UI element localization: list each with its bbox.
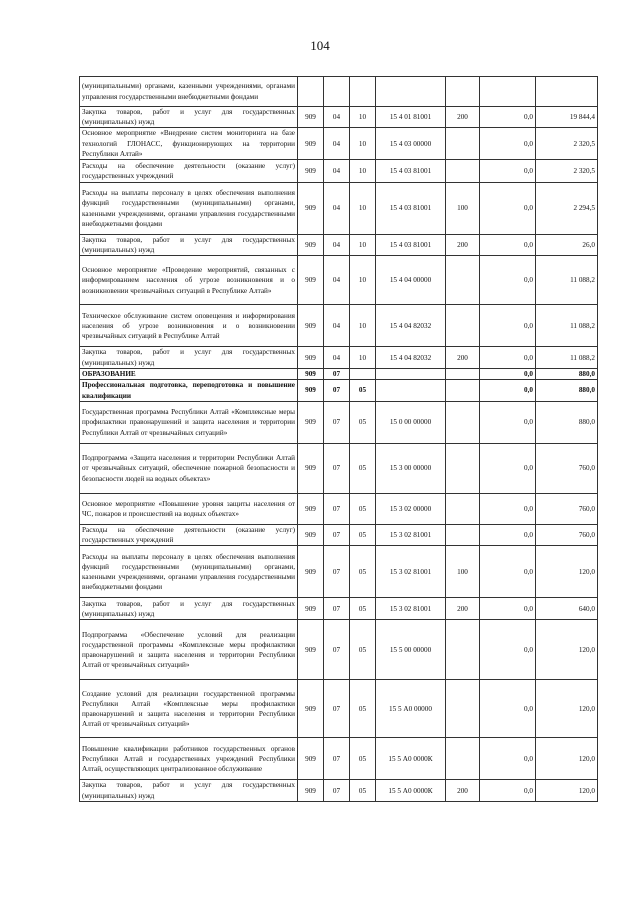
subsection-code-cell: 05 [350,680,376,738]
target-item-cell: 15 3 02 81001 [376,546,446,598]
table-row [80,183,598,235]
subsection-code-cell: 10 [350,235,376,256]
amount-2-cell: 880,0 [536,368,598,379]
amount-2-cell: 11 088,2 [536,256,598,305]
expense-name-cell: (муниципальными) органами, казенными учреждениями, органами управления государственными внебюджетными фондами [80,77,298,107]
expense-type-cell: 100 [446,546,480,598]
amount-1-cell: 0,0 [480,183,536,235]
section-code-cell: 04 [324,183,350,235]
amount-1-cell: 0,0 [480,546,536,598]
table-row [80,402,598,444]
section-code-cell: 07 [324,780,350,801]
section-code-cell [324,77,350,107]
amount-1-cell: 0,0 [480,305,536,347]
amount-1-cell: 0,0 [480,680,536,738]
table-row [80,598,598,620]
section-code-cell: 07 [324,738,350,780]
admin-code-cell: 909 [298,235,324,256]
expense-type-cell [446,305,480,347]
admin-code-cell: 909 [298,525,324,546]
target-item-cell: 15 3 02 81001 [376,598,446,620]
admin-code-cell: 909 [298,128,324,160]
table-row [80,77,598,107]
amount-2-cell: 120,0 [536,546,598,598]
table-row [80,494,598,525]
expense-type-cell: 200 [446,780,480,801]
section-code-cell: 04 [324,305,350,347]
admin-code-cell: 909 [298,494,324,525]
amount-1-cell: 0,0 [480,107,536,128]
section-code-cell: 07 [324,402,350,444]
amount-2-cell: 880,0 [536,402,598,444]
target-item-cell: 15 5 А0 0000К [376,780,446,801]
expense-type-cell [446,77,480,107]
admin-code-cell: 909 [298,160,324,183]
amount-1-cell: 0,0 [480,380,536,402]
section-code-cell: 07 [324,368,350,379]
expense-type-cell: 200 [446,107,480,128]
amount-2-cell: 26,0 [536,235,598,256]
amount-1-cell: 0,0 [480,347,536,368]
expense-type-cell [446,680,480,738]
amount-1-cell: 0,0 [480,494,536,525]
section-code-cell: 07 [324,525,350,546]
admin-code-cell [298,77,324,107]
admin-code-cell: 909 [298,546,324,598]
admin-code-cell: 909 [298,256,324,305]
admin-code-cell: 909 [298,183,324,235]
table-row [80,347,598,368]
section-code-cell: 04 [324,347,350,368]
expense-name-cell: Закупка товаров, работ и услуг для государственных (муниципальных) нужд [80,598,298,620]
section-code-cell: 07 [324,494,350,525]
amount-1-cell: 0,0 [480,235,536,256]
expense-name-cell: Повышение квалификации работников государственных органов Республики Алтай и государственных учреждений Республики Алтай, осуществляющих централизованное обслуживание [80,738,298,780]
admin-code-cell: 909 [298,598,324,620]
expense-name-cell: Основное мероприятие «Проведение мероприятий, связанных с информированием населения об угрозе возникновения и о возникновении чрезвычайных ситуаций в Республике Алтай» [80,256,298,305]
section-code-cell: 07 [324,620,350,680]
admin-code-cell: 909 [298,402,324,444]
amount-2-cell: 11 088,2 [536,347,598,368]
table-row [80,620,598,680]
table-row [80,235,598,256]
admin-code-cell: 909 [298,680,324,738]
subsection-code-cell: 05 [350,780,376,801]
expense-type-cell: 100 [446,183,480,235]
subsection-code-cell: 05 [350,525,376,546]
admin-code-cell: 909 [298,368,324,379]
target-item-cell: 15 5 А0 0000К [376,738,446,780]
amount-1-cell: 0,0 [480,598,536,620]
target-item-cell: 15 4 03 81001 [376,183,446,235]
subsection-code-cell [350,77,376,107]
expense-type-cell [446,525,480,546]
amount-2-cell: 880,0 [536,380,598,402]
subsection-code-cell: 05 [350,738,376,780]
expense-type-cell [446,494,480,525]
amount-2-cell: 19 844,4 [536,107,598,128]
amount-1-cell: 0,0 [480,620,536,680]
target-item-cell: 15 5 00 00000 [376,620,446,680]
target-item-cell: 15 5 А0 00000 [376,680,446,738]
section-code-cell: 07 [324,380,350,402]
expense-name-cell: Расходы на выплаты персоналу в целях обеспечения выполнения функций государственными (муниципальными) органами, казенными учреждениями, органами управления государственными внебюджетными фондами [80,183,298,235]
table-row [80,128,598,160]
section-code-cell: 07 [324,444,350,494]
amount-1-cell: 0,0 [480,444,536,494]
target-item-cell: 15 4 04 82032 [376,347,446,368]
admin-code-cell: 909 [298,380,324,402]
subsection-code-cell: 10 [350,160,376,183]
amount-2-cell: 2 294,5 [536,183,598,235]
table-row [80,780,598,801]
expense-type-cell [446,738,480,780]
amount-2-cell [536,77,598,107]
table-row [80,368,598,379]
subsection-code-cell: 05 [350,494,376,525]
table-row [80,305,598,347]
subsection-code-cell: 05 [350,598,376,620]
amount-1-cell: 0,0 [480,780,536,801]
target-item-cell: 15 4 03 81001 [376,235,446,256]
expense-type-cell [446,444,480,494]
section-code-cell: 07 [324,546,350,598]
target-item-cell: 15 3 02 00000 [376,494,446,525]
budget-table [79,76,598,802]
amount-2-cell: 120,0 [536,780,598,801]
subsection-code-cell: 10 [350,256,376,305]
amount-1-cell: 0,0 [480,368,536,379]
expense-type-cell: 200 [446,235,480,256]
section-code-cell: 04 [324,128,350,160]
target-item-cell: 15 4 03 00000 [376,128,446,160]
expense-name-cell: Основное мероприятие «Внедрение систем мониторинга на базе технологий ГЛОНАСС, функционирующих на территории Республики Алтай» [80,128,298,160]
expense-name-cell: ОБРАЗОВАНИЕ [80,368,298,379]
amount-2-cell: 760,0 [536,444,598,494]
subsection-code-cell: 05 [350,444,376,494]
subsection-code-cell: 10 [350,128,376,160]
target-item-cell: 15 4 04 82032 [376,305,446,347]
page-number: 104 [310,38,330,53]
expense-type-cell [446,620,480,680]
admin-code-cell: 909 [298,347,324,368]
expense-name-cell: Расходы на выплаты персоналу в целях обеспечения выполнения функций государственными (муниципальными) органами, казенными учреждениями, органами управления государственными внебюджетными фондами [80,546,298,598]
table-row [80,680,598,738]
amount-2-cell: 760,0 [536,494,598,525]
table-row [80,525,598,546]
section-code-cell: 04 [324,256,350,305]
subsection-code-cell: 10 [350,347,376,368]
expense-name-cell: Подпрограмма «Защита населения и территории Республики Алтай от чрезвычайных ситуаций, обеспечение пожарной безопасности и безопасности людей на водных объектах» [80,444,298,494]
expense-name-cell: Основное мероприятие «Повышение уровня защиты населения от ЧС, пожаров и происшествий на водных объектах» [80,494,298,525]
budget-table-body [80,77,598,802]
amount-2-cell: 120,0 [536,620,598,680]
expense-type-cell: 200 [446,347,480,368]
target-item-cell [376,368,446,379]
admin-code-cell: 909 [298,780,324,801]
target-item-cell: 15 4 03 81001 [376,160,446,183]
admin-code-cell: 909 [298,738,324,780]
expense-name-cell: Закупка товаров, работ и услуг для государственных (муниципальных) нужд [80,347,298,368]
subsection-code-cell: 05 [350,402,376,444]
target-item-cell [376,77,446,107]
section-code-cell: 07 [324,598,350,620]
subsection-code-cell: 05 [350,380,376,402]
table-row [80,160,598,183]
table-row [80,546,598,598]
table-row [80,444,598,494]
subsection-code-cell: 05 [350,546,376,598]
target-item-cell: 15 3 00 00000 [376,444,446,494]
target-item-cell: 15 4 04 00000 [376,256,446,305]
expense-name-cell: Подпрограмма «Обеспечение условий для реализации государственной программы «Комплексные меры профилактики правонарушений и защита населения и территории Республики Алтай от чрезвычайных ситуаций» [80,620,298,680]
target-item-cell [376,380,446,402]
target-item-cell: 15 4 01 81001 [376,107,446,128]
expense-type-cell [446,368,480,379]
amount-2-cell: 120,0 [536,680,598,738]
admin-code-cell: 909 [298,305,324,347]
table-row [80,738,598,780]
table-row [80,380,598,402]
amount-1-cell: 0,0 [480,738,536,780]
expense-type-cell [446,380,480,402]
expense-name-cell: Расходы на обеспечение деятельности (оказание услуг) государственных учреждений [80,525,298,546]
subsection-code-cell: 05 [350,620,376,680]
expense-type-cell [446,256,480,305]
amount-1-cell: 0,0 [480,256,536,305]
amount-2-cell: 11 088,2 [536,305,598,347]
amount-2-cell: 760,0 [536,525,598,546]
amount-2-cell: 120,0 [536,738,598,780]
amount-2-cell: 2 320,5 [536,128,598,160]
subsection-code-cell: 10 [350,305,376,347]
expense-name-cell: Профессиональная подготовка, переподготовка и повышение квалификации [80,380,298,402]
amount-1-cell: 0,0 [480,402,536,444]
expense-name-cell: Закупка товаров, работ и услуг для государственных (муниципальных) нужд [80,780,298,801]
section-code-cell: 04 [324,160,350,183]
expense-name-cell: Расходы на обеспечение деятельности (оказание услуг) государственных учреждений [80,160,298,183]
expense-name-cell: Создание условий для реализации государственной программы Республики Алтай «Комплексные меры профилактики правонарушений и защита населения и территории Республики Алтай от чрезвычайных ситуаций» [80,680,298,738]
expense-name-cell: Техническое обслуживание систем оповещения и информирования населения об угрозе возникновения и о возникновении чрезвычайных ситуаций в Республике Алтай [80,305,298,347]
section-code-cell: 04 [324,107,350,128]
expense-type-cell [446,402,480,444]
amount-1-cell: 0,0 [480,128,536,160]
expense-type-cell: 200 [446,598,480,620]
table-row [80,107,598,128]
section-code-cell: 04 [324,235,350,256]
amount-1-cell: 0,0 [480,160,536,183]
section-code-cell: 07 [324,680,350,738]
subsection-code-cell: 10 [350,183,376,235]
amount-1-cell [480,77,536,107]
target-item-cell: 15 0 00 00000 [376,402,446,444]
admin-code-cell: 909 [298,444,324,494]
table-row [80,256,598,305]
amount-2-cell: 2 320,5 [536,160,598,183]
expense-type-cell [446,160,480,183]
expense-type-cell [446,128,480,160]
admin-code-cell: 909 [298,107,324,128]
subsection-code-cell: 10 [350,107,376,128]
admin-code-cell: 909 [298,620,324,680]
target-item-cell: 15 3 02 81001 [376,525,446,546]
amount-2-cell: 640,0 [536,598,598,620]
expense-name-cell: Закупка товаров, работ и услуг для государственных (муниципальных) нужд [80,235,298,256]
amount-1-cell: 0,0 [480,525,536,546]
expense-name-cell: Государственная программа Республики Алтай «Комплексные меры профилактики правонарушений и защита населения и территории Республики Алтай от чрезвычайных ситуаций» [80,402,298,444]
subsection-code-cell [350,368,376,379]
expense-name-cell: Закупка товаров, работ и услуг для государственных (муниципальных) нужд [80,107,298,128]
